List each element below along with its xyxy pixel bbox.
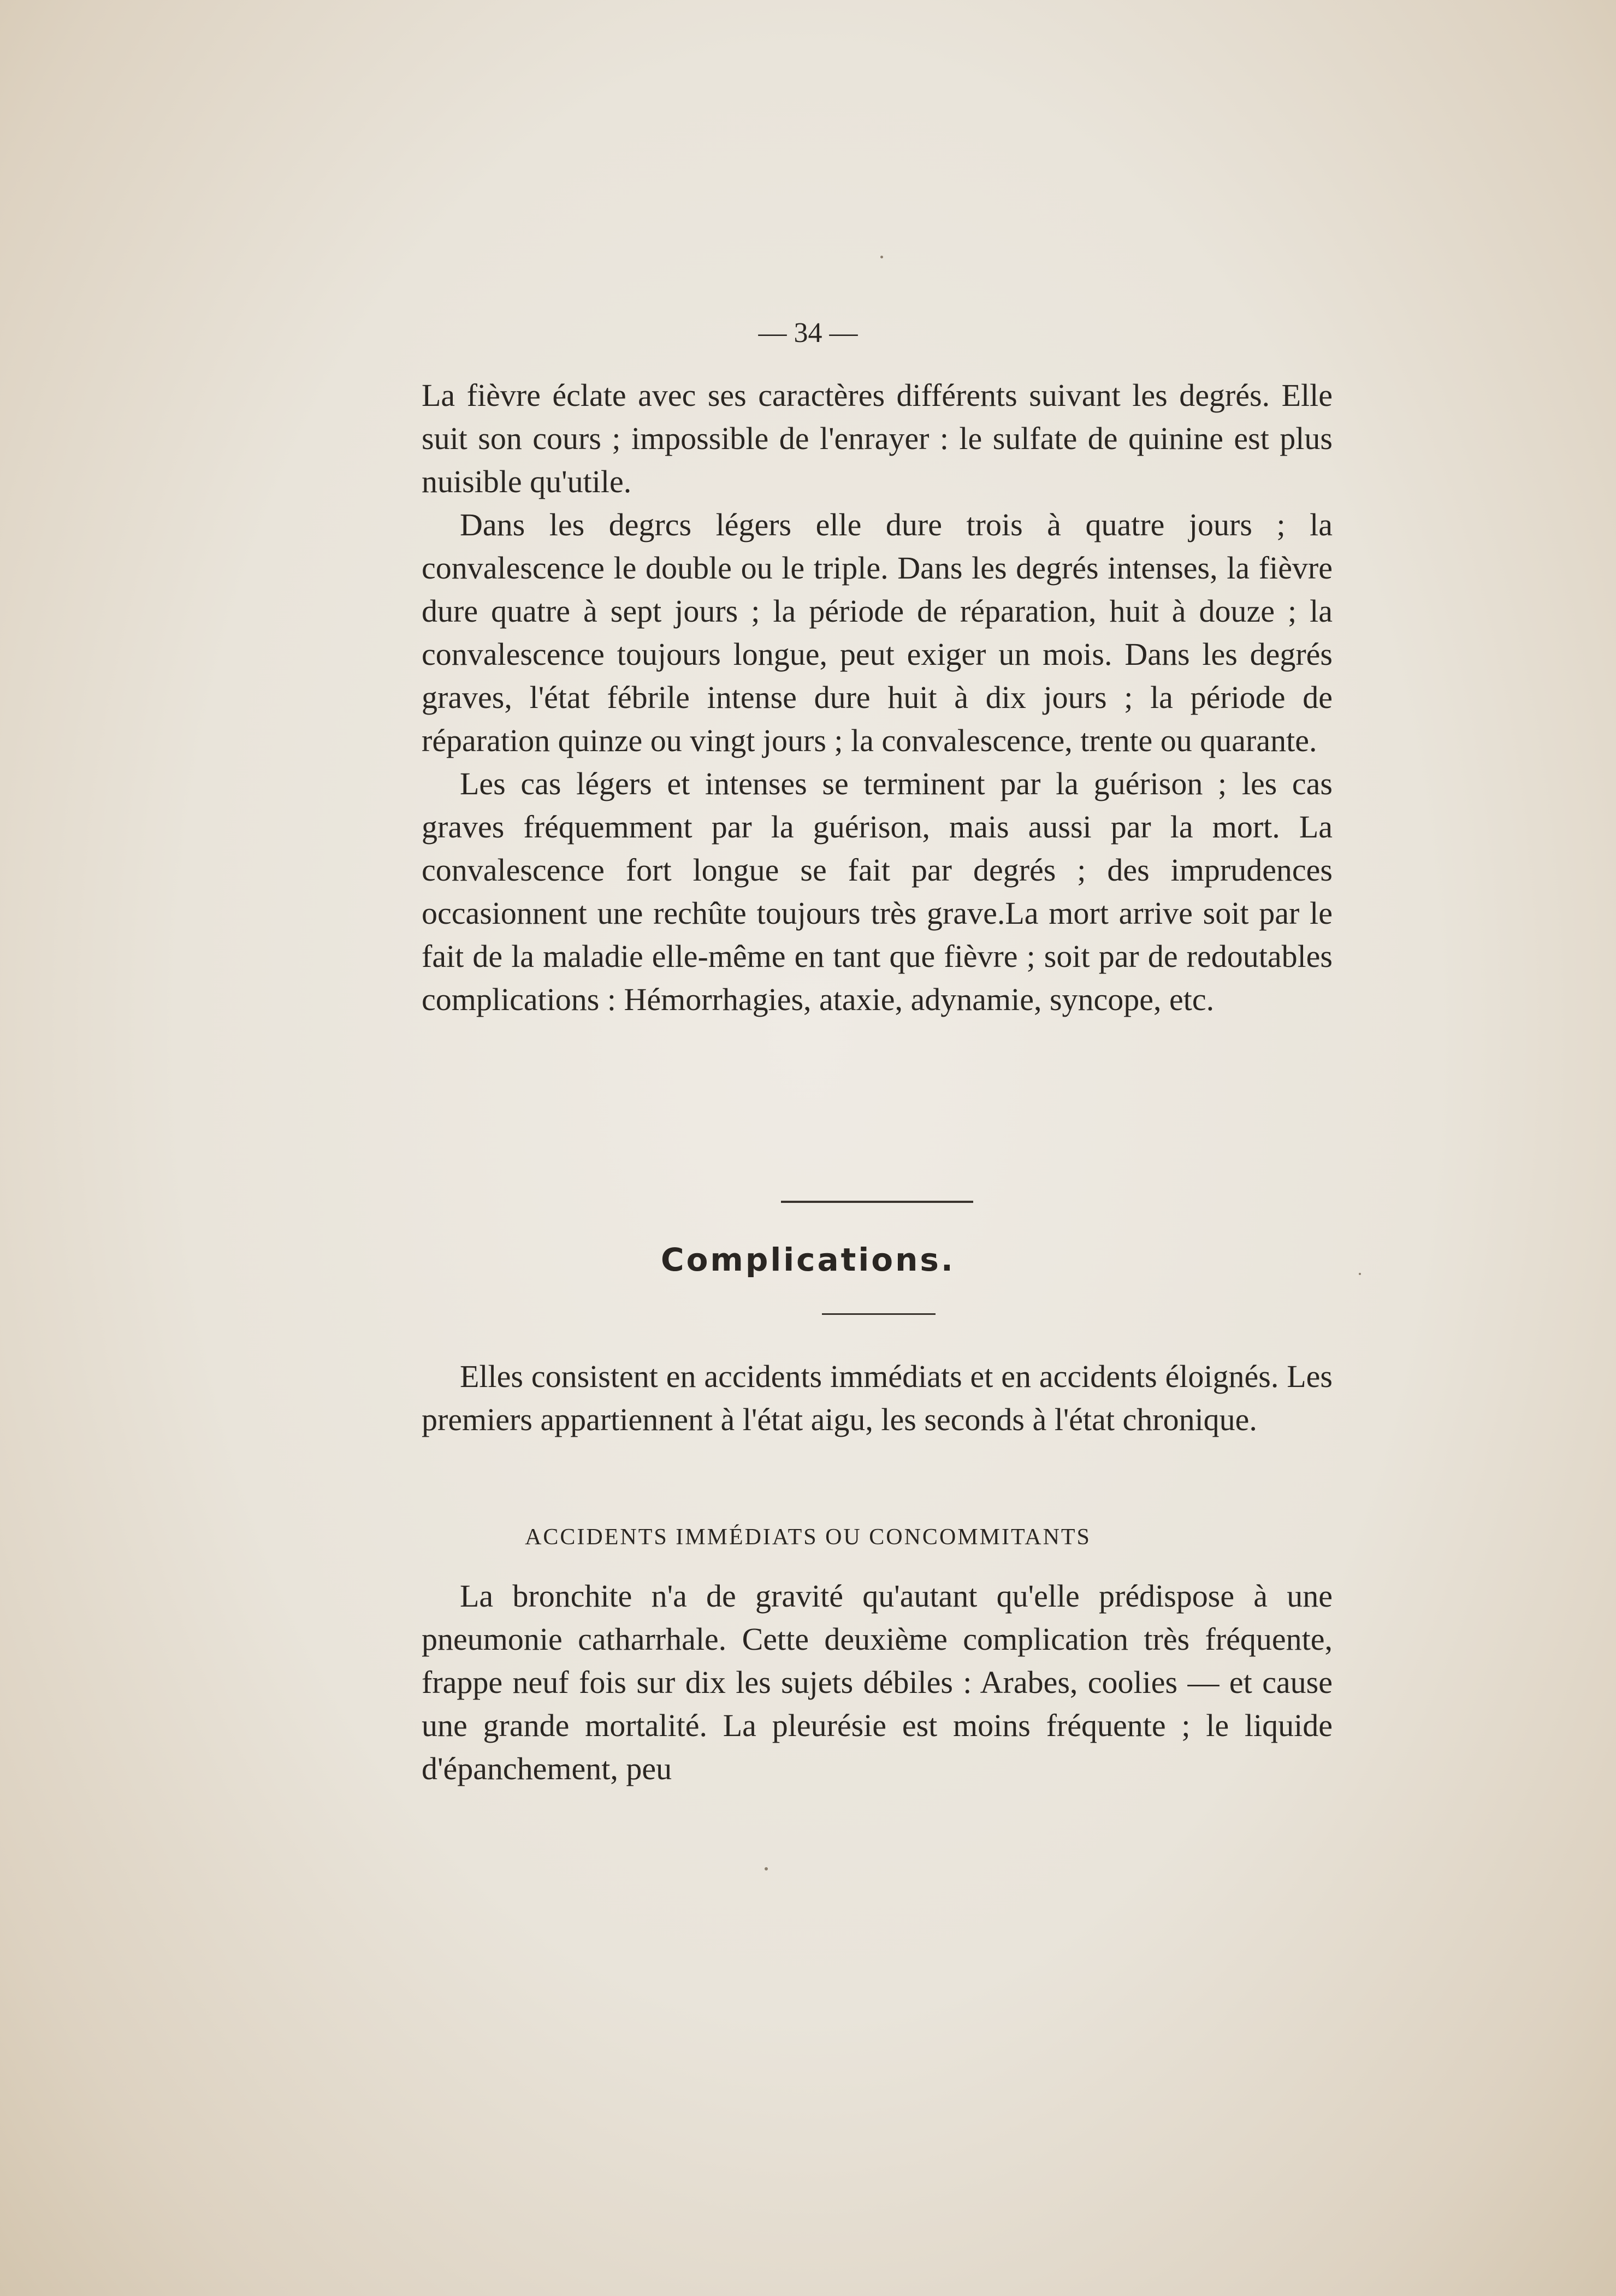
paragraph-fever-course: La fièvre éclate avec ses caractères différents suivant les degrés. Elle suit son cours ; impossible de l'enrayer : le sulfate de quinine est plus nuisible qu'utile. — [422, 377, 1333, 499]
paragraph-fever-degrees: Dans les degrcs légers elle dure trois à quatre jours ; la convalescence le double ou le triple. Dans les degrés intenses, la fièvre dure quatre à sept jours ; la période de réparation, huit à douze ; la convalescence toujours longue, peut exiger un mois. Dans les degrés graves, l'état fébrile intense dure huit à dix jours ; la période de réparation quinze ou vingt jours ; la convalescence, trente ou quarante. — [422, 507, 1333, 758]
section-title: Complications. — [661, 1241, 955, 1278]
paper-speck — [1359, 1273, 1361, 1275]
paper-speck — [765, 1867, 768, 1870]
bottom-text-block — [422, 1574, 1333, 1790]
intro-text-block — [422, 1355, 1333, 1441]
title-underline — [822, 1313, 936, 1315]
paragraph-complications-intro: Elles consistent en accidents immédiats et en accidents éloignés. Les premiers appartiennent à l'état aigu, les seconds à l'état chronique. — [422, 1359, 1333, 1437]
paper-speck — [880, 256, 883, 258]
page-number: — 34 — — [758, 317, 858, 349]
divider-rule — [781, 1201, 973, 1203]
paragraph-bronchitis: La bronchite n'a de gravité qu'autant qu'elle prédispose à une pneumonie catharrhale. Cette deuxième complication très fréquente, frappe neuf fois sur dix les sujets débiles : Arabes, coolies — et cause une grande mortalité. La pleurésie est moins fréquente ; le liquide d'épanchement, peu — [422, 1578, 1333, 1786]
paragraph-fever-outcome: Les cas légers et intenses se terminent par la guérison ; les cas graves fréquemment par la guérison, mais aussi par la mort. La convalescence fort longue se fait par degrés ; des imprudences occasionnent une rechûte toujours très grave.La mort arrive soit par le fait de la maladie elle-même en tant que fièvre ; soit par de redoutables complications : Hémorrhagies, ataxie, adynamie, syncope, etc. — [422, 766, 1333, 1017]
top-text-block — [422, 374, 1333, 1021]
subheading: ACCIDENTS IMMÉDIATS OU CONCOMMITANTS — [525, 1525, 1091, 1550]
